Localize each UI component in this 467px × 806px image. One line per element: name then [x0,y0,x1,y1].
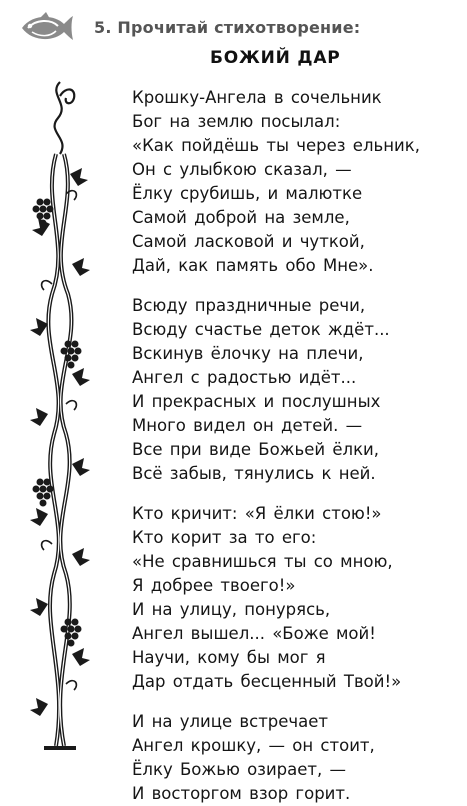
poem-line: Бог на землю посылал: [132,112,341,131]
poem-line: Всё забыв, тянулись к ней. [132,464,376,483]
poem-line: Самой ласковой и чуткой, [132,232,365,251]
poem-line: Ёлку Божью озирает, — [132,760,347,779]
poem-line: Я добрее твоего!» [132,576,296,595]
poem-line: «Как пойдёшь ты через ельник, [132,136,420,155]
poem-line: Он с улыбкою сказал, — [132,160,352,179]
poem-line: И на улице встречает [132,712,329,731]
stanza-2 [132,294,462,486]
poem-line: Много видел он детей. — [132,416,363,435]
poem-line: Кто корит за то его: [132,528,317,547]
poem-line: Вскинув ёлочку на плечи, [132,344,364,363]
poem-body [132,86,462,806]
poem-line: И прекрасных и послушных [132,392,381,411]
poem-line: Ангел крошку, — он стоит, [132,736,375,755]
stanza-1 [132,86,462,278]
vine-border-ornament [30,74,90,754]
task-header [18,10,458,46]
poem-line: Всюду счастье деток ждёт... [132,320,390,339]
poem-line: Самой доброй на земле, [132,208,350,227]
poem-line: Ангел вышел... «Боже мой! [132,624,376,643]
stanza-3 [132,502,462,694]
fish-icon [18,10,74,46]
poem-line: Всюду праздничные речи, [132,296,366,315]
poem-line: Ангел с радостью идёт... [132,368,357,387]
poem-line: Все при виде Божьей ёлки, [132,440,380,459]
poem-line: И восторгом взор горит. [132,784,351,803]
poem-line: Дай, как память обо Мне». [132,256,374,275]
poem-line: Крошку-Ангела в сочельник [132,88,382,107]
task-title: 5. Прочитай стихотворение: [94,18,361,37]
poem-line: Дар отдать бесценный Твой!» [132,672,402,691]
poem-line: Кто кричит: «Я ёлки стою!» [132,504,382,523]
poem-line: Научи, кому бы мог я [132,648,326,667]
poem-line: И на улицу, понурясь, [132,600,331,619]
stanza-4 [132,710,462,806]
poem-line: «Не сравнишься ты со мною, [132,552,393,571]
poem-line: Ёлку срубишь, и малютке [132,184,363,203]
poem-title: БОЖИЙ ДАР [210,48,341,68]
